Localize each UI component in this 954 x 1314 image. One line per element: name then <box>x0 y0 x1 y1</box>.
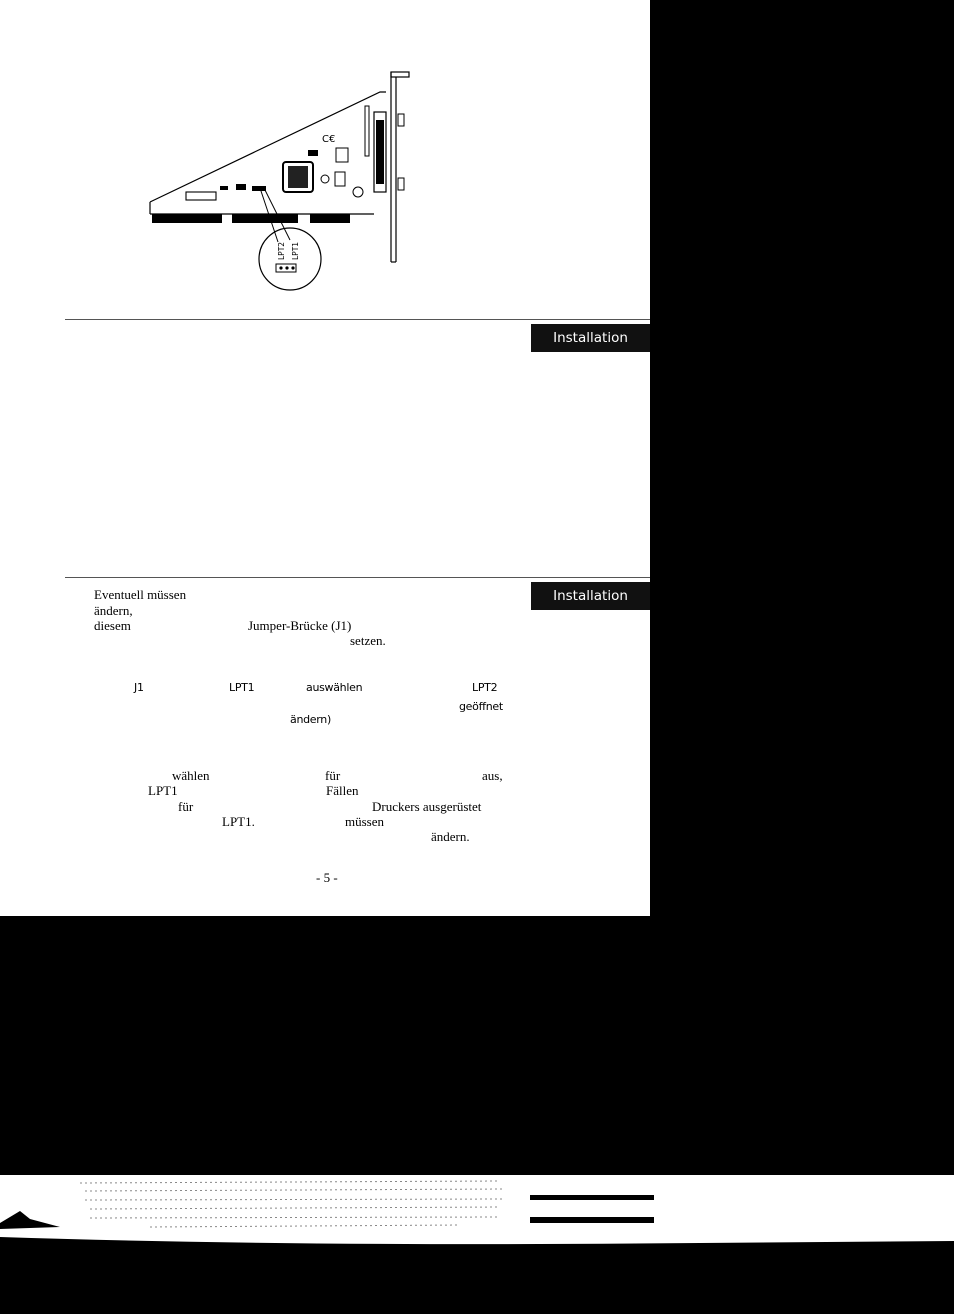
section-rule-2 <box>65 577 655 578</box>
text-eventuell: Eventuell müssen <box>94 587 187 602</box>
text-setzen: setzen. <box>350 633 386 648</box>
text-faellen: Fällen <box>326 783 359 798</box>
text-lpt1-c: LPT1. <box>222 814 255 829</box>
text-j1: J1 <box>134 681 144 694</box>
ce-mark: C€ <box>322 134 336 145</box>
page-number: - 5 - <box>316 870 338 885</box>
text-geoeffnet: geöffnet <box>459 700 503 713</box>
text-diesem: diesem <box>94 618 131 633</box>
jumper-label-lpt1: LPT1 <box>291 241 300 260</box>
text-waehlen: wählen <box>172 768 210 783</box>
text-fuer-1: für <box>325 768 341 783</box>
text-muessen: müssen <box>345 814 384 829</box>
section-tab-1: Installation <box>531 324 650 352</box>
scan-bleed-artifacts <box>0 1175 954 1250</box>
text-aendern-2: ändern) <box>290 713 331 726</box>
text-aendern-1: ändern, <box>94 603 133 618</box>
text-aus: aus, <box>482 768 503 783</box>
text-lpt2: LPT2 <box>472 681 498 694</box>
text-jumper-bruecke: Jumper-Brücke (J1) <box>248 618 352 633</box>
text-lpt1: LPT1 <box>229 681 255 694</box>
text-aendern-3: ändern. <box>431 829 470 844</box>
section-rule-1 <box>65 319 655 320</box>
isa-card-illustration <box>140 62 420 294</box>
text-fuer-2: für <box>178 799 194 814</box>
section-tab-2: Installation <box>531 582 650 610</box>
text-auswaehlen: auswählen <box>306 681 363 694</box>
jumper-label-lpt2: LPT2 <box>277 241 286 260</box>
text-lpt1-b: LPT1 <box>148 783 178 798</box>
text-druckers-ausgeruestet: Druckers ausgerüstet <box>372 799 482 814</box>
scan-border-bottom <box>0 916 954 1314</box>
